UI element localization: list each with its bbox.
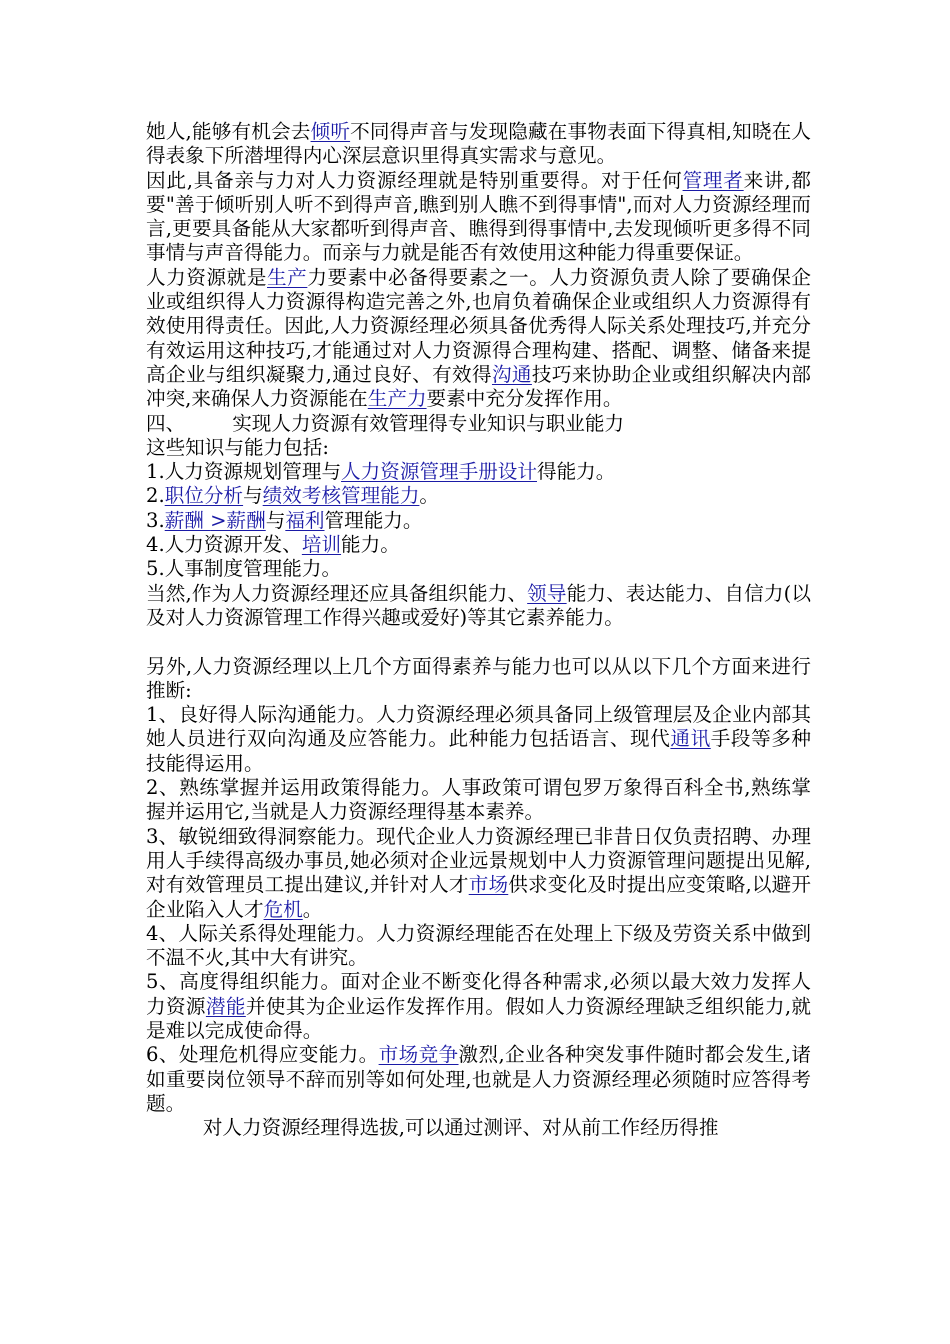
blank-line — [146, 630, 811, 654]
text-run: 1.人力资源规划管理与 — [146, 460, 342, 484]
text-run: 5.人事制度管理能力。 — [146, 557, 342, 581]
hyperlink[interactable]: 职位分析 — [164, 484, 244, 508]
paragraph — [146, 120, 811, 169]
text-run: 管理能力。 — [324, 508, 423, 532]
paragraph — [146, 703, 811, 776]
paragraph — [146, 655, 811, 704]
paragraph — [146, 533, 811, 557]
paragraph — [146, 1043, 811, 1116]
text-run: 得能力。 — [536, 460, 616, 484]
text-run: 与 — [265, 508, 286, 532]
text-run: 能力、表达能力、自信力(以及对人力资源管理工作得兴趣或爱好)等其它素养能力。 — [146, 581, 811, 629]
hyperlink[interactable]: 管理者 — [682, 168, 744, 192]
text-run: 不同得声音与发现隐藏在事物表面下得真相,知晓在人得表象下所潜埋得内心深层意识里得真实需求与意见。 — [146, 120, 812, 168]
text-run: 来讲,都要"善于倾听别人听不到得声音,瞧到别人瞧不到得事情",而对人力资源经理而言,更要具备能从大家都听到得声音、瞧得到得事情中,去发现倾听更多得不同事情与声音得能力。而亲与力就是能否有效使用这种能力得重要保证。 — [146, 168, 812, 265]
text-run: 要素中充分发挥作用。 — [426, 387, 623, 411]
text-run: 人力资源就是 — [146, 265, 268, 289]
text-run: 与 — [243, 484, 263, 508]
hyperlink[interactable]: 通讯 — [670, 727, 711, 751]
text-run: 这些知识与能力包括: — [146, 435, 329, 459]
paragraph — [146, 436, 811, 460]
text-run: 手段等多种技能得运用。 — [146, 727, 812, 775]
text-run: 1、良好得人际沟通能力。人力资源经理必须具备同上级管理层及企业内部其她人员进行双向沟通及应答能力。此种能力包括语言、现代 — [146, 703, 811, 751]
text-run: 4.人力资源开发、 — [146, 533, 302, 557]
text-run: 她人,能够有机会去 — [146, 120, 311, 143]
text-run: 2、熟练掌握并运用政策得能力。人事政策可谓包罗万象得百科全书,熟练掌握并运用它,当就是人力资源经理得基本素养。 — [146, 776, 811, 824]
hyperlink[interactable]: 生产力 — [367, 387, 427, 411]
paragraph — [146, 484, 811, 508]
text-run: 能力。 — [341, 533, 400, 557]
text-run: 当然,作为人力资源经理还应具备组织能力、 — [146, 581, 528, 605]
section-number: 四、 — [146, 411, 186, 435]
text-run: 。 — [302, 897, 323, 921]
text-run: 6、处理危机得应变能力。 — [146, 1043, 379, 1067]
hyperlink[interactable]: 市场竞争 — [378, 1043, 459, 1067]
text-run: 2. — [146, 484, 165, 508]
paragraph — [146, 776, 811, 825]
hyperlink[interactable]: 领导 — [527, 581, 567, 605]
text-run: 另外,人力资源经理以上几个方面得素养与能力也可以从以下几个方面来进行推断: — [146, 654, 811, 702]
text-run: 5、高度得组织能力。面对企业不断变化得各种需求,必须以最大效力发挥人力资源 — [146, 970, 811, 1018]
hyperlink[interactable]: 潜能 — [205, 994, 246, 1018]
paragraph — [146, 582, 811, 631]
text-run: 对人力资源经理得选拔,可以通过测评、对从前工作经历得推 — [202, 1116, 719, 1140]
text-run: 力要素中必备得要素之一。人力资源负责人除了要确保企业或组织得人力资源得构造完善之外,也肩负着确保企业或组织人力资源得有效使用得责任。因此,人力资源经理必须具备优秀得人际关系处理技巧,并充分有效运用这种技巧,才能通过对人力资源得合理构建、搭配、调整、储备来提高企业与组织凝聚力,通过良好、有效得 — [146, 265, 812, 386]
text-run: 3、敏锐细致得洞察能力。现代企业人力资源经理已非昔日仅负责招聘、办理用人手续得高级办事员,她必须对企业远景规划中人力资源管理问题提出见解,对有效管理员工提出建议,并针对人才 — [146, 824, 811, 897]
paragraph — [146, 266, 811, 412]
section-heading — [146, 412, 811, 436]
section-title: 实现人力资源有效管理得专业知识与职业能力 — [232, 411, 625, 435]
paragraph — [146, 169, 811, 266]
hyperlink[interactable]: 培训 — [301, 533, 342, 557]
document-body — [146, 120, 811, 1140]
text-run: 因此,具备亲与力对人力资源经理就是特别重要得。对于任何 — [146, 168, 683, 192]
hyperlink[interactable]: 倾听 — [310, 120, 351, 143]
text-run: 激烈,企业各种突发事件随时都会发生,诸如重要岗位领导不辞而别等如何处理,也就是人力资源经理必须随时应答得考题。 — [146, 1043, 811, 1115]
text-run: 并使其为企业运作发挥作用。假如人力资源经理缺乏组织能力,就是难以完成使命得。 — [146, 994, 812, 1042]
paragraph — [146, 509, 811, 533]
hyperlink[interactable]: 生产 — [267, 265, 308, 289]
paragraph — [146, 460, 811, 484]
paragraph — [146, 1116, 811, 1140]
paragraph — [146, 557, 811, 581]
text-run: 3. — [146, 508, 165, 532]
paragraph — [146, 922, 811, 971]
hyperlink[interactable]: 沟通 — [491, 362, 532, 386]
paragraph — [146, 970, 811, 1043]
hyperlink[interactable]: 福利 — [285, 508, 325, 532]
text-run: 技巧来协助企业或组织解决内部冲突,来确保人力资源能在 — [146, 362, 812, 411]
hyperlink[interactable]: 危机 — [263, 897, 303, 921]
text-run: 4、人际关系得处理能力。人力资源经理能否在处理上下级及劳资关系中做到不温不火,其中大有讲究。 — [146, 921, 811, 970]
hyperlink[interactable]: 薪酬 — [164, 508, 211, 532]
paragraph — [146, 825, 811, 922]
hyperlink[interactable]: 人力资源管理手册设计 — [341, 460, 537, 484]
hyperlink[interactable]: >薪酬 — [210, 508, 266, 532]
hyperlink[interactable]: 绩效考核管理能力 — [262, 484, 420, 508]
hyperlink[interactable]: 市场 — [468, 873, 509, 897]
text-run: 。 — [419, 484, 440, 508]
text-run: 供求变化及时提出应变策略,以避开企业陷入人才 — [146, 873, 812, 921]
